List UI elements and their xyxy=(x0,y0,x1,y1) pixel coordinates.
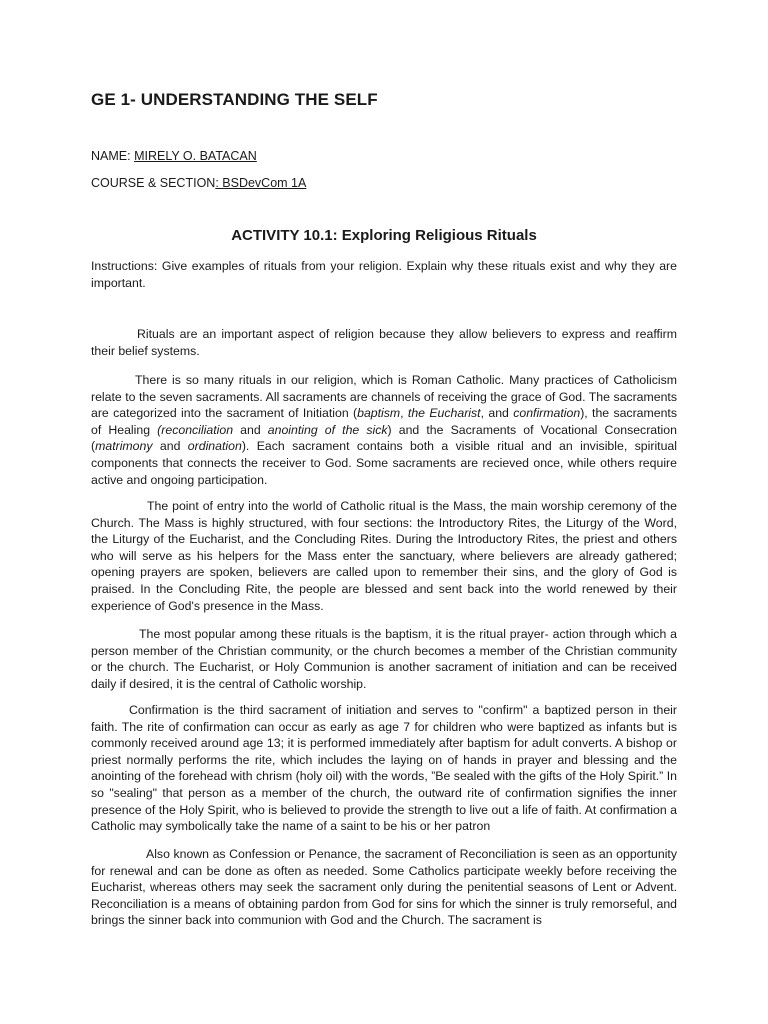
term-ordination: ordination xyxy=(187,439,242,454)
paragraph-6 xyxy=(91,846,677,929)
activity-title: ACTIVITY 10.1: Exploring Religious Rituals xyxy=(231,227,537,244)
term-reconciliation: (reconciliation xyxy=(157,422,234,437)
course-value: : BSDevCom 1A xyxy=(215,176,307,190)
term-eucharist: the Eucharist xyxy=(407,406,481,421)
paragraph-4-text: The most popular among these rituals is the baptism, it is the ritual prayer- action through which a person member of the Christian community, or the church becomes a member of the Christian community or the church. The Eucharist, or Holy Communion is another sacrament of initiation and can be received daily if desired, it is the central of Catholic worship. xyxy=(91,627,677,691)
paragraph-2-text: ) and the Sacraments of Vocational Consecration ( xyxy=(91,422,677,454)
term-matrimony: matrimony xyxy=(95,439,153,454)
paragraph-6-text: Also known as Confession or Penance, the sacrament of Reconciliation is seen as an opportunity for renewal and can be done as often as needed. Some Catholics participate weekly before receiving the Eucharist, whereas others may seek the sacrament only during the penitential seasons of Lent or Advent. Reconciliation is a means of obtaining pardon from God for sins for which the sinner is truly remorseful, and brings the sinner back into communion with God and the Church. The sacrament is xyxy=(91,847,677,928)
paragraph-1-text: Rituals are an important aspect of religion because they allow believers to express and reaffirm their belief systems. xyxy=(91,327,677,358)
name-value: MIRELY O. BATACAN xyxy=(134,149,257,163)
name-label: NAME: xyxy=(91,149,135,163)
paragraph-2-text: and xyxy=(233,422,268,437)
paragraph-2-text: ), the sacraments of Healing xyxy=(91,406,677,437)
paragraph-3-text: The point of entry into the world of Catholic ritual is the Mass, the main worship ceremony of the Church. The Mass is highly structured, with four sections: the Introductory Rites, the Liturgy of the Word, the Liturgy of the Eucharist, and the Concluding Rites. During the Introductory Rites, the priest and others who will serve as his helpers for the Mass enter the sanctuary, where believers are already gathered; opening prayers are spoken, believers are called upon to remember their sins, and the glory of God is praised. In the Concluding Rite, the people are blessed and sent back into the world renewed by their experience of God's presence in the Mass. xyxy=(91,499,677,613)
paragraph-2-text: , and xyxy=(480,406,514,421)
instructions: Instructions: Give examples of rituals from your religion. Explain why these rituals exist and why they are important. xyxy=(91,259,677,290)
term-confirmation: confirmation xyxy=(513,406,581,421)
paragraph-3 xyxy=(91,498,677,614)
term-baptism: baptism xyxy=(357,406,401,421)
paragraph-1 xyxy=(91,326,677,359)
paragraph-2-text: ). Each sacrament contains both a visible ritual and an invisible, spiritual components that connects the receiver to God. Some sacraments are recieved once, while others require active and ongoing participation. xyxy=(91,439,678,487)
paragraph-4 xyxy=(91,626,677,692)
paragraph-2-text: There is so many rituals in our religion, which is Roman Catholic. Many practices of Catholicism relate to the seven sacraments. All sacraments are channels of receiving the grace of God. The sacraments are categorized into the sacrament of Initiation ( xyxy=(91,373,677,421)
course-label: COURSE & SECTION xyxy=(91,176,216,190)
paragraph-5 xyxy=(91,702,677,835)
paragraph-5-text: Confirmation is the third sacrament of initiation and serves to "confirm" a baptized person in their faith. The rite of confirmation can occur as early as age 7 for children who were baptized as infants but is commonly received around age 13; it is performed immediately after baptism for adult converts. A bishop or priest normally performs the rite, which includes the laying on of hands in prayer and blessing and the anointing of the forehead with chrism (holy oil) with the words, ”Be sealed with the gifts of the Holy Spirit.” In so "sealing" that person as a member of the church, the outward rite of confirmation signifies the inner presence of the Holy Spirit, who is believed to provide the strength to live out a life of faith. At confirmation a Catholic may symbolically take the name of a saint to be his or her patron xyxy=(91,703,677,834)
name-line xyxy=(91,149,257,163)
document-title: GE 1- UNDERSTANDING THE SELF xyxy=(91,90,378,109)
paragraph-2-text: , xyxy=(400,406,408,421)
course-line xyxy=(91,176,306,190)
paragraph-2 xyxy=(91,372,677,488)
paragraph-2-text: and xyxy=(152,439,188,454)
term-anointing: anointing of the sick xyxy=(267,422,388,437)
